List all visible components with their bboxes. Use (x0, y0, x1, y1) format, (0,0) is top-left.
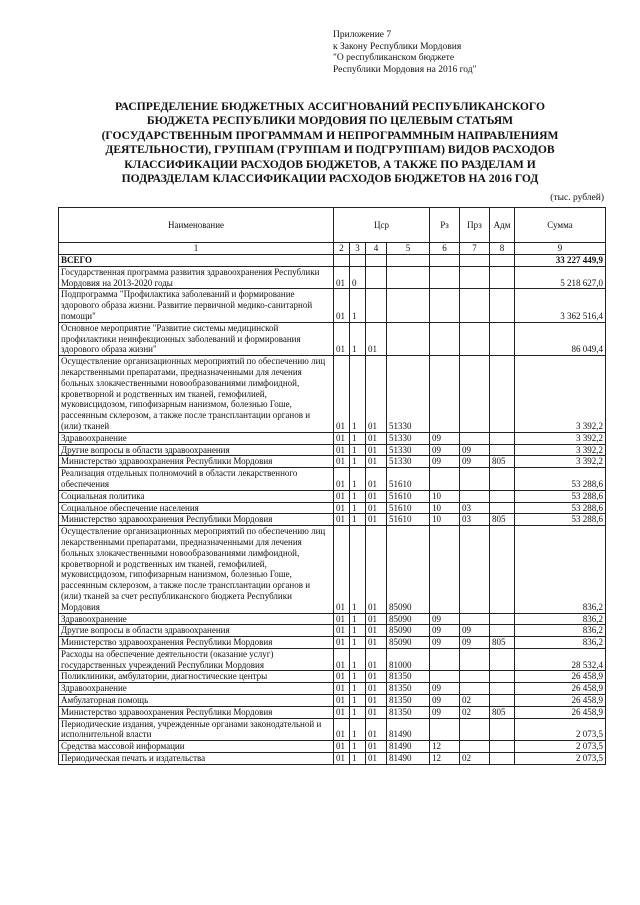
csr-subprogram-cell: 1 (350, 741, 366, 753)
rz-cell: 09 (430, 432, 460, 444)
adm-cell (490, 502, 515, 514)
rz-cell: 12 (430, 741, 460, 753)
csr-event-cell: 01 (366, 322, 387, 355)
table-row (59, 514, 606, 526)
total-row (59, 255, 606, 267)
csr-subprogram-cell: 1 (350, 514, 366, 526)
csr-subprogram-cell: 1 (350, 718, 366, 741)
csr-event-cell: 01 (366, 683, 387, 695)
row-name-cell: Министерство здравоохранения Республики Мордовия (59, 706, 334, 718)
rz-cell: 10 (430, 514, 460, 526)
table-row (59, 444, 606, 456)
col-number: 5 (387, 243, 430, 255)
table-row (59, 741, 606, 753)
prz-cell: 09 (460, 456, 490, 468)
csr-direction-cell: 81490 (387, 741, 430, 753)
table-row (59, 526, 606, 613)
rz-cell (430, 718, 460, 741)
adm-cell (490, 255, 515, 267)
row-name-cell: Здравоохранение (59, 613, 334, 625)
csr-direction-cell: 85090 (387, 613, 430, 625)
row-name-cell: Государственная программа развития здравоохранения Республики Мордовия на 2013-2020 годы (59, 266, 334, 289)
adm-cell (490, 683, 515, 695)
csr-event-cell: 01 (366, 695, 387, 707)
title-line: ДЕЯТЕЛЬНОСТИ), ГРУППАМ (ГРУППАМ И ПОДГРУППАМ) ВИДОВ РАСХОДОВ (105, 143, 555, 157)
prz-cell (460, 683, 490, 695)
prz-cell (460, 490, 490, 502)
prz-cell: 09 (460, 637, 490, 649)
header-rz: Рз (430, 208, 460, 243)
table-row (59, 718, 606, 741)
prz-cell: 09 (460, 625, 490, 637)
csr-direction-cell: 51330 (387, 432, 430, 444)
adm-cell (490, 356, 515, 433)
table-row (59, 613, 606, 625)
csr-event-cell: 01 (366, 741, 387, 753)
adm-cell (490, 671, 515, 683)
csr-program-cell (334, 255, 350, 267)
prz-cell: 02 (460, 695, 490, 707)
adm-cell (490, 432, 515, 444)
appendix-line: к Закону Республики Мордовия (333, 41, 462, 52)
csr-subprogram-cell: 1 (350, 432, 366, 444)
sum-cell: 53 288,6 (515, 490, 606, 502)
row-name-cell: Министерство здравоохранения Республики Мордовия (59, 456, 334, 468)
col-number: 8 (490, 243, 515, 255)
csr-direction-cell: 51330 (387, 356, 430, 433)
csr-program-cell: 01 (334, 648, 350, 671)
csr-event-cell: 01 (366, 625, 387, 637)
csr-program-cell: 01 (334, 289, 350, 322)
row-name-cell: Периодические издания, учрежденные органами законодательной и исполнительной власти (59, 718, 334, 741)
appendix-note (333, 30, 476, 76)
prz-cell (460, 468, 490, 491)
csr-subprogram-cell: 1 (350, 706, 366, 718)
rz-cell (430, 322, 460, 355)
header-row (59, 208, 606, 243)
csr-direction-cell (387, 255, 430, 267)
row-name-cell: Амбулаторная помощь (59, 695, 334, 707)
table-row (59, 502, 606, 514)
csr-program-cell: 01 (334, 753, 350, 765)
rz-cell (430, 255, 460, 267)
csr-direction-cell (387, 322, 430, 355)
table-row (59, 695, 606, 707)
csr-subprogram-cell (350, 255, 366, 267)
title-line: (ГОСУДАРСТВЕННЫМ ПРОГРАММАМ И НЕПРОГРАММНЫМ НАПРАВЛЕНИЯМ (101, 128, 559, 142)
csr-direction-cell: 51610 (387, 490, 430, 502)
rz-cell (430, 468, 460, 491)
row-name-cell: Другие вопросы в области здравоохранения (59, 444, 334, 456)
csr-program-cell: 01 (334, 432, 350, 444)
sum-cell: 2 073,5 (515, 741, 606, 753)
rz-cell: 12 (430, 753, 460, 765)
csr-program-cell: 01 (334, 502, 350, 514)
row-name-cell: Средства массовой информации (59, 741, 334, 753)
header-adm: Адм (490, 208, 515, 243)
csr-event-cell (366, 255, 387, 267)
appendix-line: Республики Мордовия на 2016 год" (333, 64, 477, 75)
csr-subprogram-cell: 1 (350, 490, 366, 502)
csr-event-cell: 01 (366, 753, 387, 765)
adm-cell (490, 648, 515, 671)
sum-cell: 3 392,2 (515, 444, 606, 456)
csr-program-cell: 01 (334, 322, 350, 355)
rz-cell: 09 (430, 695, 460, 707)
csr-subprogram-cell: 1 (350, 695, 366, 707)
csr-subprogram-cell: 1 (350, 613, 366, 625)
csr-program-cell: 01 (334, 444, 350, 456)
sum-cell: 836,2 (515, 613, 606, 625)
rz-cell (430, 648, 460, 671)
csr-direction-cell: 51330 (387, 444, 430, 456)
prz-cell (460, 741, 490, 753)
sum-cell: 53 288,6 (515, 514, 606, 526)
adm-cell (490, 741, 515, 753)
row-name-cell: Социальное обеспечение населения (59, 502, 334, 514)
adm-cell (490, 625, 515, 637)
csr-direction-cell: 85090 (387, 637, 430, 649)
row-name-cell: Расходы на обеспечение деятельности (оказание услуг) государственных учреждений Республики Мордовия (59, 648, 334, 671)
row-name-cell: Подпрограмма "Профилактика заболеваний и формирование здорового образа жизни. Развитие первичной медико-санитарной помощи" (59, 289, 334, 322)
prz-cell (460, 671, 490, 683)
col-number: 1 (59, 243, 334, 255)
rz-cell (430, 356, 460, 433)
csr-event-cell: 01 (366, 526, 387, 613)
csr-subprogram-cell: 1 (350, 648, 366, 671)
csr-direction-cell: 81000 (387, 648, 430, 671)
row-name-cell: Здравоохранение (59, 683, 334, 695)
prz-cell (460, 526, 490, 613)
col-number: 6 (430, 243, 460, 255)
csr-event-cell: 01 (366, 671, 387, 683)
csr-program-cell: 01 (334, 514, 350, 526)
sum-cell: 3 392,2 (515, 432, 606, 444)
budget-table (58, 207, 606, 765)
csr-subprogram-cell: 1 (350, 356, 366, 433)
csr-event-cell: 01 (366, 468, 387, 491)
csr-event-cell: 01 (366, 514, 387, 526)
adm-cell (490, 468, 515, 491)
csr-direction-cell: 51330 (387, 456, 430, 468)
table-row (59, 289, 606, 322)
row-name-cell: ВСЕГО (59, 255, 334, 267)
adm-cell (490, 322, 515, 355)
table-body (59, 255, 606, 765)
sum-cell: 26 458,9 (515, 683, 606, 695)
title-line: РАСПРЕДЕЛЕНИЕ БЮДЖЕТНЫХ АССИГНОВАНИЙ РЕСПУБЛИКАНСКОГО (114, 100, 546, 113)
appendix-line: Приложение 7 (333, 30, 392, 40)
prz-cell (460, 648, 490, 671)
csr-program-cell: 01 (334, 613, 350, 625)
sum-cell: 53 288,6 (515, 502, 606, 514)
rz-cell (430, 289, 460, 322)
csr-program-cell: 01 (334, 706, 350, 718)
prz-cell (460, 322, 490, 355)
row-name-cell: Социальная политика (59, 490, 334, 502)
sum-cell: 836,2 (515, 526, 606, 613)
rz-cell: 09 (430, 444, 460, 456)
table-row (59, 625, 606, 637)
csr-direction-cell (387, 266, 430, 289)
row-name-cell: Министерство здравоохранения Республики Мордовия (59, 637, 334, 649)
rz-cell: 10 (430, 502, 460, 514)
row-name-cell: Другие вопросы в области здравоохранения (59, 625, 334, 637)
rz-cell (430, 526, 460, 613)
csr-subprogram-cell: 1 (350, 468, 366, 491)
row-name-cell: Реализация отдельных полномочий в области лекарственного обеспечения (59, 468, 334, 491)
table-row (59, 432, 606, 444)
csr-subprogram-cell: 1 (350, 671, 366, 683)
adm-cell (490, 266, 515, 289)
rz-cell: 09 (430, 683, 460, 695)
rz-cell: 09 (430, 637, 460, 649)
csr-program-cell: 01 (334, 456, 350, 468)
csr-subprogram-cell: 1 (350, 444, 366, 456)
table-row (59, 490, 606, 502)
sum-cell: 836,2 (515, 625, 606, 637)
table-row (59, 266, 606, 289)
rz-cell: 09 (430, 625, 460, 637)
csr-direction-cell: 81350 (387, 671, 430, 683)
title-line: КЛАССИФИКАЦИИ РАСХОДОВ БЮДЖЕТОВ, А ТАКЖЕ ПО РАЗДЕЛАМ И (124, 157, 536, 171)
csr-program-cell: 01 (334, 266, 350, 289)
csr-program-cell: 01 (334, 695, 350, 707)
csr-event-cell (366, 289, 387, 322)
sum-cell: 5 218 627,0 (515, 266, 606, 289)
csr-program-cell: 01 (334, 625, 350, 637)
header-sum: Сумма (515, 208, 606, 243)
row-name-cell: Поликлиники, амбулатории, диагностические центры (59, 671, 334, 683)
csr-direction-cell: 85090 (387, 526, 430, 613)
sum-cell: 836,2 (515, 637, 606, 649)
csr-subprogram-cell: 1 (350, 625, 366, 637)
rz-cell (430, 266, 460, 289)
adm-cell: 805 (490, 637, 515, 649)
table-row (59, 648, 606, 671)
csr-subprogram-cell: 1 (350, 289, 366, 322)
adm-cell (490, 695, 515, 707)
rz-cell: 09 (430, 456, 460, 468)
adm-cell: 805 (490, 706, 515, 718)
rz-cell (430, 671, 460, 683)
csr-direction-cell: 85090 (387, 625, 430, 637)
table-row (59, 356, 606, 433)
adm-cell (490, 526, 515, 613)
csr-subprogram-cell: 0 (350, 266, 366, 289)
csr-program-cell: 01 (334, 468, 350, 491)
csr-event-cell: 01 (366, 490, 387, 502)
sum-cell: 53 288,6 (515, 468, 606, 491)
rz-cell: 09 (430, 706, 460, 718)
csr-subprogram-cell: 1 (350, 637, 366, 649)
csr-direction-cell: 81350 (387, 706, 430, 718)
col-number: 9 (515, 243, 606, 255)
sum-cell: 3 392,2 (515, 356, 606, 433)
adm-cell (490, 718, 515, 741)
sum-cell: 2 073,5 (515, 753, 606, 765)
csr-program-cell: 01 (334, 671, 350, 683)
csr-event-cell: 01 (366, 637, 387, 649)
sum-cell: 26 458,9 (515, 706, 606, 718)
prz-cell (460, 613, 490, 625)
document-title (60, 100, 600, 186)
table-row (59, 683, 606, 695)
csr-program-cell: 01 (334, 718, 350, 741)
csr-subprogram-cell: 1 (350, 322, 366, 355)
adm-cell (490, 753, 515, 765)
sum-cell: 86 049,4 (515, 322, 606, 355)
col-number: 4 (366, 243, 387, 255)
csr-subprogram-cell: 1 (350, 683, 366, 695)
csr-subprogram-cell: 1 (350, 753, 366, 765)
prz-cell (460, 718, 490, 741)
prz-cell (460, 255, 490, 267)
csr-program-cell: 01 (334, 637, 350, 649)
sum-cell: 28 532,4 (515, 648, 606, 671)
row-name-cell: Периодическая печать и издательства (59, 753, 334, 765)
csr-program-cell: 01 (334, 356, 350, 433)
prz-cell (460, 432, 490, 444)
prz-cell: 03 (460, 502, 490, 514)
csr-event-cell: 01 (366, 356, 387, 433)
csr-program-cell: 01 (334, 741, 350, 753)
row-name-cell: Здравоохранение (59, 432, 334, 444)
csr-direction-cell: 81350 (387, 695, 430, 707)
csr-program-cell: 01 (334, 526, 350, 613)
sum-cell: 26 458,9 (515, 671, 606, 683)
csr-event-cell: 01 (366, 706, 387, 718)
title-line: БЮДЖЕТА РЕСПУБЛИКИ МОРДОВИЯ ПО ЦЕЛЕВЫМ СТАТЬЯМ (146, 114, 514, 128)
table-row (59, 671, 606, 683)
prz-cell: 02 (460, 706, 490, 718)
col-number: 2 (334, 243, 350, 255)
prz-cell: 09 (460, 444, 490, 456)
column-number-row (59, 243, 606, 255)
csr-subprogram-cell: 1 (350, 456, 366, 468)
csr-subprogram-cell: 1 (350, 526, 366, 613)
adm-cell (490, 613, 515, 625)
appendix-line: "О республиканском бюджете (333, 53, 455, 63)
csr-direction-cell: 81490 (387, 718, 430, 741)
table-row (59, 456, 606, 468)
prz-cell: 02 (460, 753, 490, 765)
prz-cell: 03 (460, 514, 490, 526)
csr-direction-cell: 81490 (387, 753, 430, 765)
col-number: 3 (350, 243, 366, 255)
row-name-cell: Осуществление организационных мероприятий по обеспечению лиц лекарственными препаратами, предназначенными для лечения больных злокачественными новообразованиями лимфоидной, кроветворной и родственных им тканей, гемофилией, муковисцидозом, гипофизарным нанизмом, болезнью Гоше, рассеянным склерозом, а также после трансплантации органов и (или) тканей (59, 356, 334, 433)
prz-cell (460, 266, 490, 289)
title-line: ПОДРАЗДЕЛАМ КЛАССИФИКАЦИИ РАСХОДОВ БЮДЖЕТОВ НА 2016 ГОД (121, 172, 539, 186)
header-prz: Прз (460, 208, 490, 243)
csr-event-cell: 01 (366, 444, 387, 456)
adm-cell: 805 (490, 514, 515, 526)
csr-event-cell: 01 (366, 502, 387, 514)
csr-direction-cell: 51610 (387, 514, 430, 526)
csr-subprogram-cell: 1 (350, 502, 366, 514)
rz-cell: 09 (430, 613, 460, 625)
prz-cell (460, 289, 490, 322)
csr-direction-cell: 81350 (387, 683, 430, 695)
prz-cell (460, 356, 490, 433)
row-name-cell: Основное мероприятие "Развитие системы медицинской профилактики неинфекционных заболеваний и формирования здорового образа жизни" (59, 322, 334, 355)
adm-cell (490, 490, 515, 502)
csr-direction-cell: 51610 (387, 468, 430, 491)
sum-cell: 26 458,9 (515, 695, 606, 707)
header-csr: Цср (334, 208, 430, 243)
row-name-cell: Министерство здравоохранения Республики Мордовия (59, 514, 334, 526)
table-row (59, 706, 606, 718)
adm-cell (490, 289, 515, 322)
table-row (59, 753, 606, 765)
adm-cell (490, 444, 515, 456)
sum-cell: 33 227 449,9 (515, 255, 606, 267)
table-row (59, 468, 606, 491)
header-name: Наименование (59, 208, 334, 243)
csr-program-cell: 01 (334, 490, 350, 502)
units-label: (тыс. рублей) (550, 193, 604, 203)
csr-event-cell (366, 266, 387, 289)
col-number: 7 (460, 243, 490, 255)
adm-cell: 805 (490, 456, 515, 468)
sum-cell: 3 362 516,4 (515, 289, 606, 322)
csr-direction-cell: 51610 (387, 502, 430, 514)
csr-event-cell: 01 (366, 456, 387, 468)
sum-cell: 3 392,2 (515, 456, 606, 468)
sum-cell: 2 073,5 (515, 718, 606, 741)
csr-event-cell: 01 (366, 432, 387, 444)
csr-event-cell: 01 (366, 648, 387, 671)
row-name-cell: Осуществление организационных мероприятий по обеспечению лиц лекарственными препаратами, предназначенными для лечения больных злокачественными новообразованиями лимфоидной, кроветворной и родственных им тканей, гемофилией, муковисцидозом, гипофизарным нанизмом, болезнью Гоше, рассеянным склерозом, а также после трансплантации органов и (или) тканей за счет республиканского бюджета Республики Мордовия (59, 526, 334, 613)
table-row (59, 637, 606, 649)
table-row (59, 322, 606, 355)
csr-program-cell: 01 (334, 683, 350, 695)
csr-direction-cell (387, 289, 430, 322)
rz-cell: 10 (430, 490, 460, 502)
csr-event-cell: 01 (366, 718, 387, 741)
csr-event-cell: 01 (366, 613, 387, 625)
